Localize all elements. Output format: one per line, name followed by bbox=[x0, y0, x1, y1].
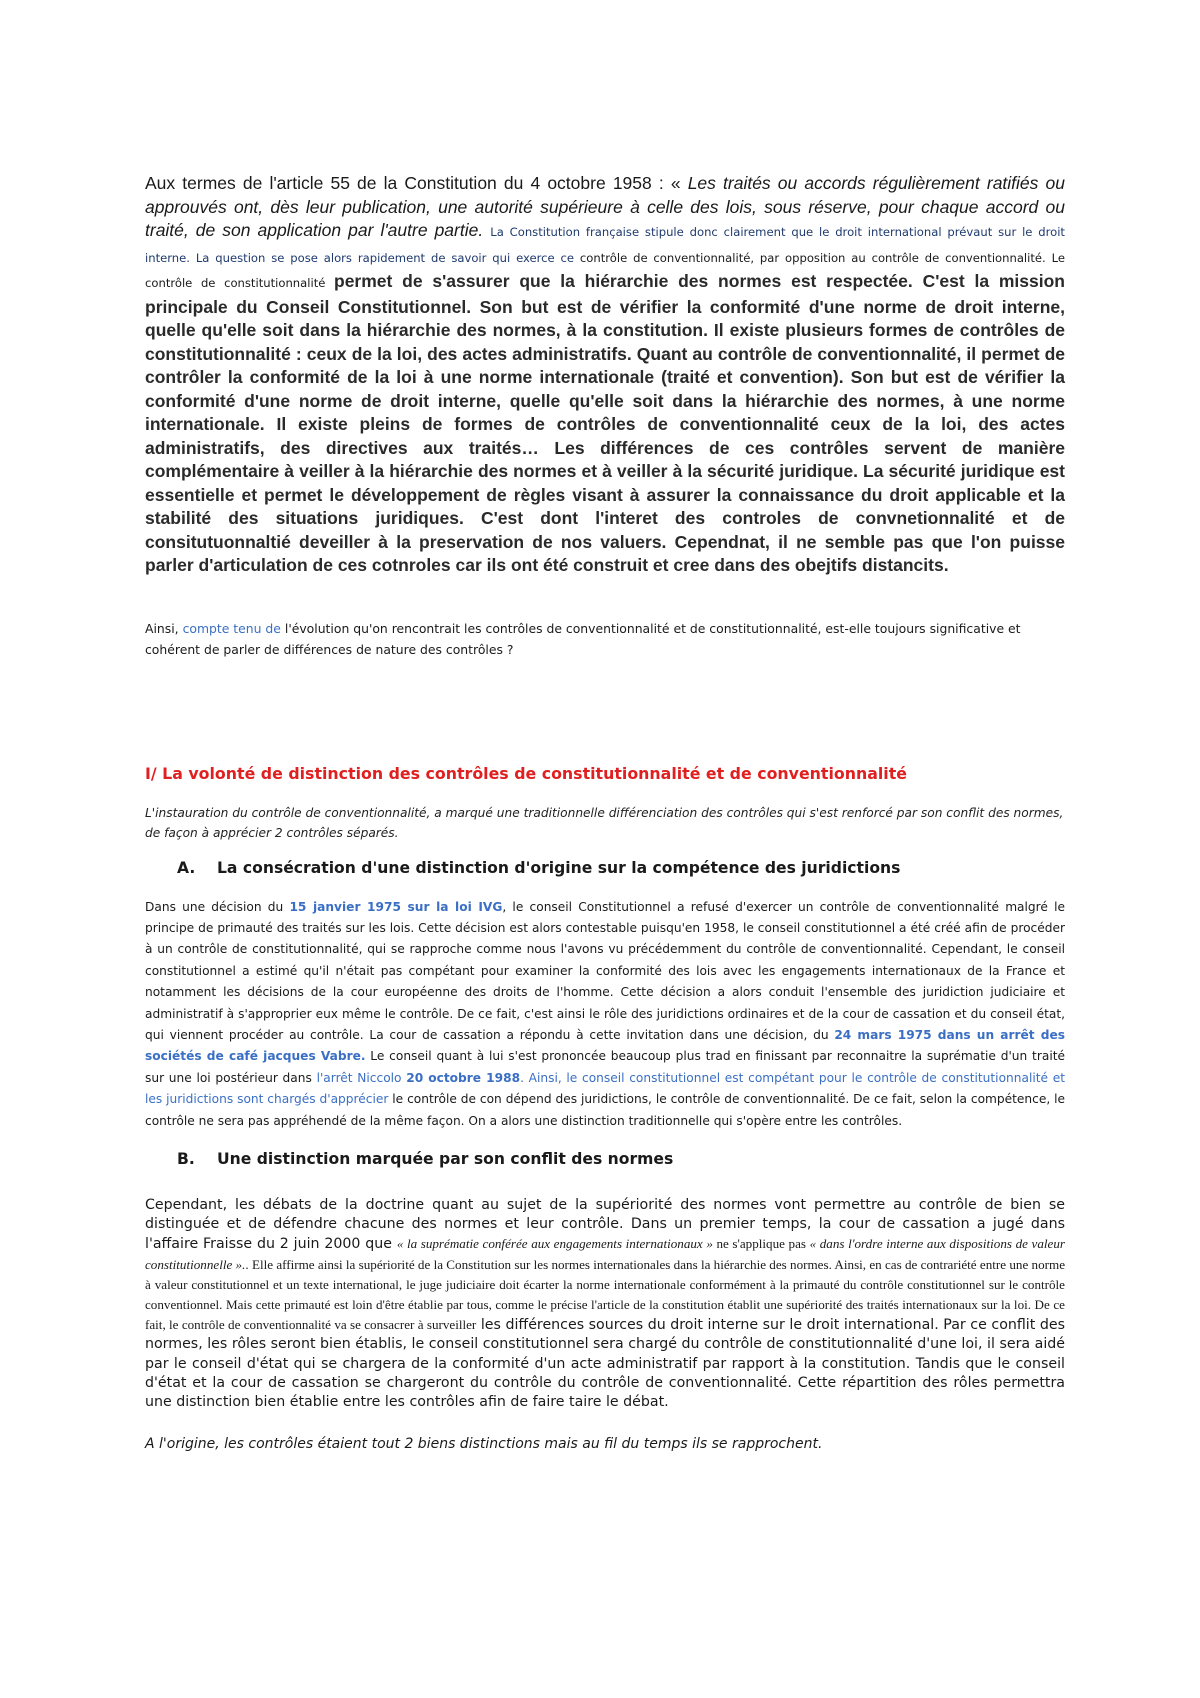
section-b-heading: B. Une distinction marquée par son conflit des normes bbox=[177, 1149, 674, 1168]
part-one-heading: I/ La volonté de distinction des contrôles de constitutionnalité et de conventionnalité bbox=[145, 763, 907, 783]
fraisse-quote-2: « dans l'ordre interne aux dispositions de valeur constitutionnelle ». bbox=[145, 1236, 1065, 1272]
article-55-quote: Les traités ou accords régulièrement ratifiés ou approuvés ont, dès leur publication, une autorité supérieure à celle des lois, sous réserve, pour chaque accord ou traité, de son application par l'autre partie. bbox=[145, 173, 1065, 240]
decision-1975-ref: 15 janvier 1975 sur la loi IVG bbox=[289, 899, 503, 914]
opposition-note: contrôle de conventionnalité, par opposition au contrôle de conventionnalité. Le contrôle de constitutionnalité bbox=[145, 250, 1065, 290]
conclusion-transition: A l'origine, les contrôles étaient tout 2 biens distinctions mais au fil du temps ils se rapprochent. bbox=[145, 1436, 823, 1453]
part-one-intro: L'instauration du contrôle de conventionnalité, a marqué une traditionnelle différenciation des contrôles qui s'est renforcé par son conflit des normes, de façon à apprécier 2 contrôles séparés. bbox=[145, 805, 1064, 840]
jacques-vabre-ref: 24 mars 1975 dans un arrêt des sociétés de café jacques Vabre. bbox=[145, 1027, 1065, 1064]
competence-sentence: . Ainsi, le conseil constitutionnel est compétant pour le contrôle de constitutionnalité et les juridictions sont chargés d'apprécier bbox=[145, 1070, 1065, 1107]
highlighted-phrase: compte tenu de bbox=[182, 620, 281, 636]
section-a-paragraph: Dans une décision du 15 janvier 1975 sur la loi IVG, le conseil Constitutionnel a refusé d'exercer un contrôle de conventionnalité malgré le principe de primauté des traités sur les lois. Cette décision est alors contestable puisqu'en 1958, le conseil constitutionnel a été créé afin de procéder à un contrôle de constitutionnalité, qui se rapproche comme nous l'avons vu précédemment du contrôle de conventionnalité. Cependant, le conseil constitutionnel a estimé qu'il n'était pas compétant pour examiner la conformité des lois avec les engagements internationaux de la France et notamment les décisions de la cour européenne des droits de l'homme. Cette décision a alors conduit l'ensemble des juridiction judiciaire et administratif à s'approprier eux même le contrôle. De ce fait, c'est ainsi le rôle des juridictions ordinaires et de la cour de cassation et du conseil état, qui viennent procéder au contrôle. La cour de cassation a répondu à cette invitation dans une décision, du 24 mars 1975 dans un arrêt des sociétés de café jacques Vabre. Le conseil quant à lui s'est prononcée beaucoup plus trad en finissant par reconnaitre la suprématie d'un traité sur une loi postérieur dans l'arrêt Niccolo 20 octobre 1988. Ainsi, le conseil constitutionnel est compétant pour le contrôle de constitutionnalité et les juridictions sont chargés d'apprécier le contrôle de con dépend des juridictions, le contrôle de conventionnalité. De ce fait, selon la compétence, le contrôle ne sera pas appréhendé de la même façon. On a alors une distinction traditionnelle qui s'opère entre les contrôles. bbox=[145, 899, 1066, 1128]
intro-paragraph bbox=[145, 172, 1065, 578]
problem-statement: Ainsi, compte tenu de l'évolution qu'on rencontrait les contrôles de conventionnalité et de constitutionnalité, est-elle toujours significative et cohérent de parler de différences de nature des contrôles ? bbox=[145, 620, 1021, 657]
fraisse-quote-1: « la suprématie conférée aux engagements internationaux » bbox=[396, 1236, 713, 1252]
niccolo-date: 20 octobre 1988 bbox=[406, 1070, 521, 1085]
controls-explanation: permet de s'assurer que la hiérarchie des normes est respectée. C'est la mission principale du Conseil Constitutionnel. Son but est de vérifier la conformité d'une norme de droit interne, quelle qu'elle soit dans la hiérarchie des normes, à la constitution. Il existe plusieurs formes de contrôles de constitutionnalité : ceux de la loi, des actes administratifs. Quant au contrôle de conventionnalité, il permet de contrôler la conformité de la loi à une norme internationale (traité et convention). Son but est de vérifier la conformité d'une norme de droit interne, quelle qu'elle soit dans la hiérarchie des normes, à une norme internationale. Il existe pleins de formes de contrôles de conventionnalité ceux de la loi, des actes administratifs, des directives aux traités… Les différences de ces contrôles servent de manière complémentaire à veiller à la hiérarchie des normes et à veiller à la sécurité juridique. La sécurité juridique est essentielle et permet le développement de règles visant à assurer la connaissance du droit applicable et la stabilité des situations juridiques. C'est dont l'interet des controles de convnetionnalité et de consitutuonnaltié deveiller à la preservation de nos valuers. Cependnat, il ne semble pas que l'on puisse parler d'articulation de ces cotnroles car ils ont été construit et cree dans des obejtifs distancits. bbox=[145, 271, 1065, 575]
constitution-stipulation: La Constitution française stipule donc clairement que le droit international prévaut sur le droit interne. La question se pose alors rapidement de savoir qui exerce ce bbox=[145, 225, 1065, 265]
document-page bbox=[145, 172, 1065, 1454]
section-a-heading: A. La consécration d'une distinction d'origine sur la compétence des juridictions bbox=[177, 858, 901, 877]
niccolo-ref: l'arrêt Niccolo bbox=[316, 1070, 407, 1085]
section-b-paragraph: Cependant, les débats de la doctrine quant au sujet de la supériorité des normes vont permettre au contrôle de bien se distinguée et de défendre chacune des normes et leur contrôle. Dans un premier temps, la cour de cassation a jugé dans l'affaire Fraisse du 2 juin 2000 que « la suprématie conférée aux engagements internationaux » ne s'applique pas « dans l'ordre interne aux dispositions de valeur constitutionnelle ».. Elle affirme ainsi la supériorité de la Constitution sur les normes internationales dans la hiérarchie des normes. Ainsi, en cas de contrariété entre une norme à valeur constitutionnel et un texte international, le juge judiciaire doit écarter la norme internationale conformément à la primauté du contrôle constitutionnel sur le contrôle conventionnel. Mais cette primauté est loin d'être établie par tous, comme le précise l'article de la constitution établit une supériorité des traités internationaux sur la loi. De ce fait, le contrôle de conventionnalité va se consacrer à surveiller les différences sources du droit interne sur le droit international. Par ce conflit des normes, les rôles seront bien établis, le conseil constitutionnel sera chargé du contrôle de constitutionnalité d'une loi, il sera aidé par le conseil d'état qui se chargera de la conformité d'un acte administratif par rapport à la constitution. Tandis que le conseil d'état et la cour de cassation se chargeront du contrôle du contrôle de conventionnalité. Cette répartition des rôles permettra une distinction bien établie entre les contrôles afin de faire taire le débat. bbox=[145, 1196, 1066, 1410]
article-55-lead: Aux termes de l'article 55 de la Constitution du 4 octobre 1958 : « bbox=[145, 173, 688, 193]
